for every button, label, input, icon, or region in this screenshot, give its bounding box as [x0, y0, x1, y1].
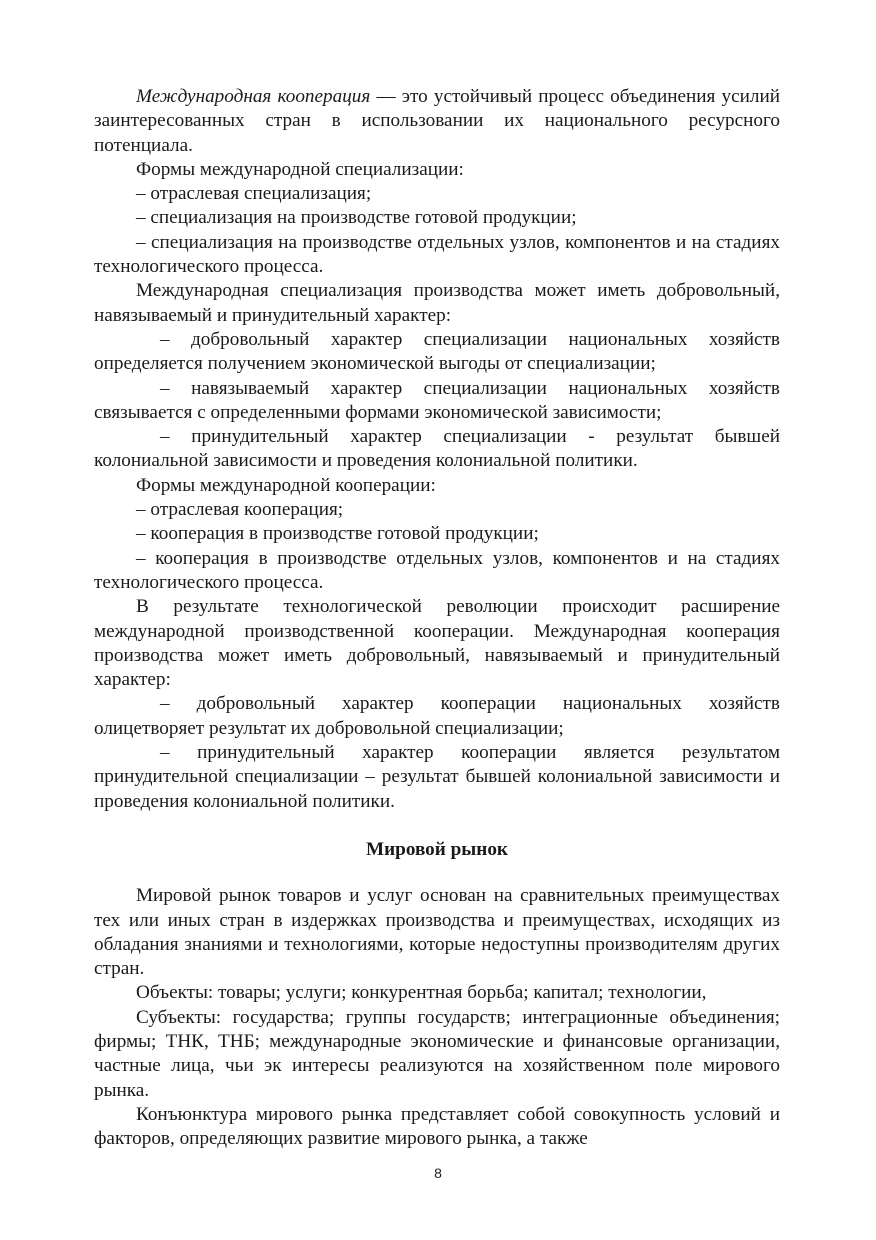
page-number: 8 — [434, 1165, 442, 1181]
list-item: – добровольный характер специализации национальных хозяйств определяется получением экономической выгоды от специализации; — [94, 328, 780, 375]
forms-spec-title: Формы международной специализации: — [136, 158, 464, 180]
conjuncture-paragraph: Конъюнктура мирового рынка представляет собой совокупность условий и факторов, определяющих развитие мирового рынка, а также — [94, 1103, 780, 1150]
world-market-paragraph: Мировой рынок товаров и услуг основан на сравнительных преимуществах тех или иных стран в издержках производства и преимуществах, исходящих из обладания знаниями и технологиями, которые недоступны производителям других стран. — [94, 885, 780, 980]
document-page — [94, 85, 780, 1151]
spec-character-paragraph: Международная специализация производства может иметь добровольный, навязываемый и принудительный характер: — [94, 280, 780, 326]
list-item: – навязываемый характер специализации национальных хозяйств связывается с определенными формами экономической зависимости; — [94, 377, 780, 423]
subjects-paragraph: Субъекты: государства; группы государств; интеграционные объединения; фирмы; ТНК, ТНБ; международные экономические и финансовые организации, частные лица, чьи эк интересы реализуются на хозяйственном поле мирового рынка. — [94, 1006, 780, 1101]
section-heading: Мировой рынок — [366, 838, 508, 860]
list-item: – добровольный характер кооперации национальных хозяйств олицетворяет результат их добровольной специализации; — [94, 693, 780, 739]
list-item: – принудительный характер специализации - результат бывшей колониальной зависимости и проведения колониальной политики. — [94, 426, 780, 472]
list-item: – специализация на производстве готовой продукции; — [136, 207, 577, 229]
list-item: – кооперация в производстве отдельных узлов, компонентов и на стадиях технологического процесса. — [94, 547, 780, 593]
intro-text: — это устойчивый процесс объединения усилий заинтересованных стран в использовании их национального ресурсного потенциала. — [94, 86, 780, 156]
list-item: – отраслевая кооперация; — [136, 499, 344, 521]
list-item: – кооперация в производстве готовой продукции; — [136, 523, 539, 545]
list-item: – отраслевая специализация; — [136, 183, 372, 205]
objects-paragraph: Объекты: товары; услуги; конкурентная борьба; капитал; технологии, — [136, 982, 707, 1004]
tech-revolution-paragraph: В результате технологической революции происходит расширение международной производственной кооперации. Международная кооперация производства может иметь добровольный, навязываемый и принудительный характер: — [94, 596, 780, 691]
list-item: – специализация на производстве отдельных узлов, компонентов и на стадиях технологического процесса. — [94, 231, 780, 278]
intro-term: Международная кооперация — [136, 86, 371, 107]
list-item: – принудительный характер кооперации является результатом принудительной специализации – результат бывшей колониальной зависимости и проведения колониальной политики. — [94, 742, 780, 812]
forms-coop-title: Формы международной кооперации: — [136, 474, 436, 496]
intro-paragraph — [94, 85, 780, 158]
